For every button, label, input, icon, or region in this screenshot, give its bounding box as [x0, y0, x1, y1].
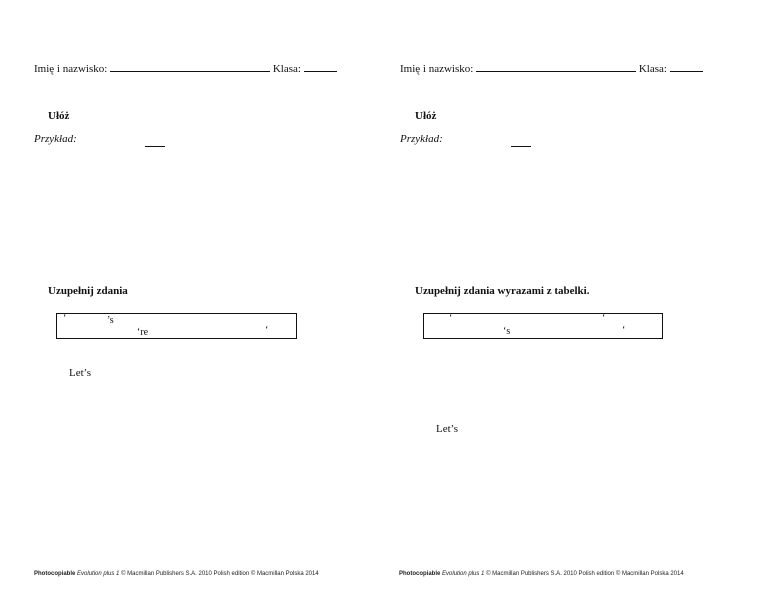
exercise-heading-1: Ułóż: [48, 110, 70, 122]
box-word: ‘: [265, 325, 269, 336]
class-label: Klasa:: [638, 63, 667, 75]
name-blank: [110, 62, 270, 72]
footer-photocopiable: Photocopiable: [34, 571, 76, 577]
footer-photocopiable: Photocopiable: [399, 571, 441, 577]
class-label: Klasa:: [272, 63, 301, 75]
footer-copyright: [34, 571, 319, 577]
exercise-heading-2: Uzupełnij zdania: [48, 285, 128, 297]
example-label: Przykład:: [34, 133, 77, 145]
footer-book-title: Evolution plus 1: [77, 571, 120, 577]
example-blank: [145, 145, 165, 147]
box-word: ‘re: [137, 327, 149, 338]
sentence-lets: Let’s: [436, 423, 458, 435]
footer-rest: © Macmillan Publishers S.A. 2010 Polish edition © Macmillan Polska 2014: [121, 571, 319, 577]
footer-book-title: Evolution plus 1: [442, 571, 485, 577]
box-word: ‘: [602, 313, 606, 324]
exercise-heading-2: Uzupełnij zdania wyrazami z tabelki.: [415, 285, 590, 297]
header-line: [34, 62, 337, 75]
name-label: Imię i nazwisko:: [400, 63, 474, 75]
box-word: ‘: [63, 313, 67, 324]
example-blank: [511, 145, 531, 147]
box-word: ‘: [449, 313, 453, 324]
word-box: [56, 313, 297, 339]
word-box: [423, 313, 663, 339]
class-blank: [670, 62, 703, 72]
box-word: ‘s: [503, 326, 511, 337]
footer-rest: © Macmillan Publishers S.A. 2010 Polish edition © Macmillan Polska 2014: [486, 571, 684, 577]
sentence-lets: Let’s: [69, 367, 91, 379]
box-word: ‘: [622, 325, 626, 336]
worksheet-right: [384, 0, 768, 594]
example-label: Przykład:: [400, 133, 443, 145]
name-blank: [476, 62, 636, 72]
footer-copyright: [399, 571, 684, 577]
header-line: [400, 62, 703, 75]
exercise-heading-1: Ułóż: [415, 110, 437, 122]
class-blank: [304, 62, 337, 72]
name-label: Imię i nazwisko:: [34, 63, 108, 75]
box-word: ’s: [107, 315, 114, 326]
